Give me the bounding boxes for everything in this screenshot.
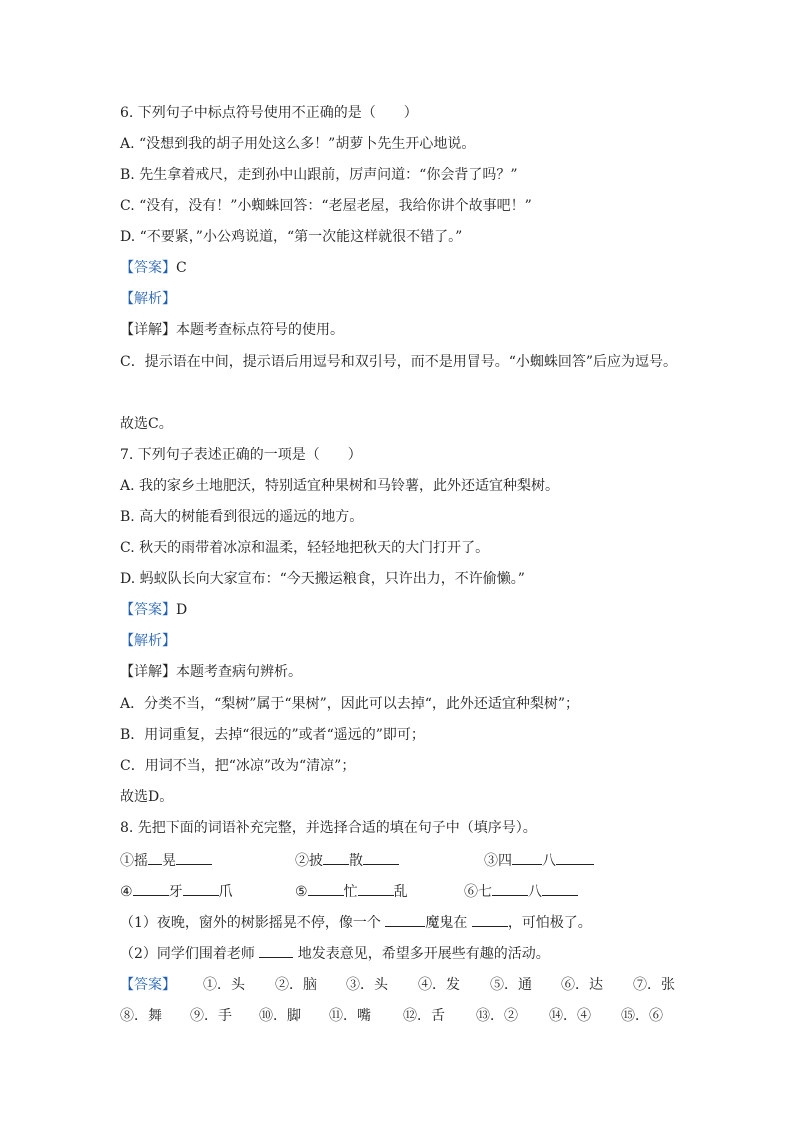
answer-tag: 【答案】 — [120, 260, 176, 276]
q6-detail — [120, 320, 344, 340]
word-item: ⑤ 忙 乱 — [295, 881, 408, 902]
answer-item: ⑮．⑥ — [621, 1008, 663, 1024]
word-item: ①摇 晃 — [120, 850, 212, 871]
answer-item: ①．头 — [203, 977, 245, 993]
q7-option-d: D. 蚂蚁队长向大家宣布：“今天搬运粮食，只许出力，不许偷懒。” — [120, 571, 525, 587]
q6-analysis-tag: 【解析】 — [120, 291, 176, 307]
q7-option-a: A. 我的家乡土地肥沃，特别适宜种果树和马铃薯，此外还适宜种梨树。 — [120, 478, 560, 494]
q8-sentence-1: （1）夜晚，窗外的树影摇晃不停，像一个 魔鬼在 ，可怕极了。 — [120, 912, 592, 933]
answer-value: D — [176, 602, 188, 618]
q6-answer — [120, 258, 187, 278]
q6-explanation: C．提示语在中间，提示语后用逗号和双引号，而不是用冒号。“小蜘蛛回答”后应为逗号。 — [120, 354, 678, 370]
q6-option-d: D. “不要紧，”小公鸡说道，“第一次能这样就很不错了。” — [120, 229, 463, 245]
answer-item: ③．头 — [346, 977, 388, 993]
answer-item: ⑤．通 — [490, 977, 532, 993]
q7-analysis-tag: 【解析】 — [120, 633, 176, 649]
answer-item: ②．脑 — [275, 977, 317, 993]
q7-answer — [120, 600, 187, 620]
detail-text: 本题考查标点符号的使用。 — [176, 322, 344, 338]
answer-item: ⑫．舌 — [403, 1008, 445, 1024]
detail-text: 本题考查病句辨析。 — [176, 664, 302, 680]
answer-item: ⑬．② — [476, 1008, 518, 1024]
answer-value: C — [176, 260, 187, 276]
q7-option-c: C. 秋天的雨带着冰凉和温柔，轻轻地把秋天的大门打开了。 — [120, 540, 490, 556]
answer-tag: 【答案】 — [120, 602, 176, 618]
detail-tag: 【详解】 — [120, 322, 176, 338]
answer-item: ⑥．达 — [561, 977, 603, 993]
q8-stem: 8. 先把下面的词语补充完整，并选择合适的填在句子中（填序号）。 — [120, 820, 537, 836]
q7-explanation-b: B．用词重复，去掉“很远的”或者“遥远的”即可； — [120, 727, 425, 743]
word-item: ⑥七 八 — [464, 881, 578, 902]
detail-tag: 【详解】 — [120, 664, 176, 680]
q7-explanation-c: C．用词不当，把“冰凉”改为“清凉”； — [120, 758, 356, 774]
q6-option-b: B. 先生拿着戒尺，走到孙中山跟前，厉声问道：“你会背了吗？” — [120, 167, 518, 183]
answer-item: ⑨．手 — [190, 1008, 232, 1024]
word-item: ④ 牙 爪 — [120, 881, 233, 902]
q6-stem: 6. 下列句子中标点符号使用不正确的是（ ） — [120, 105, 418, 121]
q7-option-b: B. 高大的树能看到很远的遥远的地方。 — [120, 509, 364, 525]
word-item: ②披 散 — [295, 850, 399, 871]
answer-item: ⑧．舞 — [120, 1008, 162, 1024]
q7-explanation-a: A．分类不当，“梨树”属于“果树”，因此可以去掉“，此外还适宜种梨树”； — [120, 696, 580, 712]
q6-option-a: A. “没想到我的胡子用处这么多！”胡萝卜先生开心地说。 — [120, 136, 476, 152]
q7-stem: 7. 下列句子表述正确的一项是（ ） — [120, 447, 362, 463]
q7-conclusion: 故选D。 — [120, 789, 174, 805]
q8-answer-tag: 【答案】 — [120, 977, 176, 993]
answer-item: ⑩．脚 — [259, 1008, 301, 1024]
answer-item: ⑦．张 — [633, 977, 675, 993]
answer-item: ⑭．④ — [549, 1008, 591, 1024]
answer-item: ⑪．嘴 — [329, 1008, 371, 1024]
q6-option-c: C. “没有，没有！”小蜘蛛回答：“老屋老屋，我给你讲个故事吧！” — [120, 198, 532, 214]
q6-conclusion: 故选C。 — [120, 416, 173, 432]
word-item: ③四 八 — [484, 850, 594, 871]
q8-sentence-2: （2）同学们围着老师 地发表意见，希望多开展些有趣的活动。 — [120, 943, 550, 964]
q7-detail — [120, 662, 302, 682]
answer-item: ④．发 — [418, 977, 460, 993]
